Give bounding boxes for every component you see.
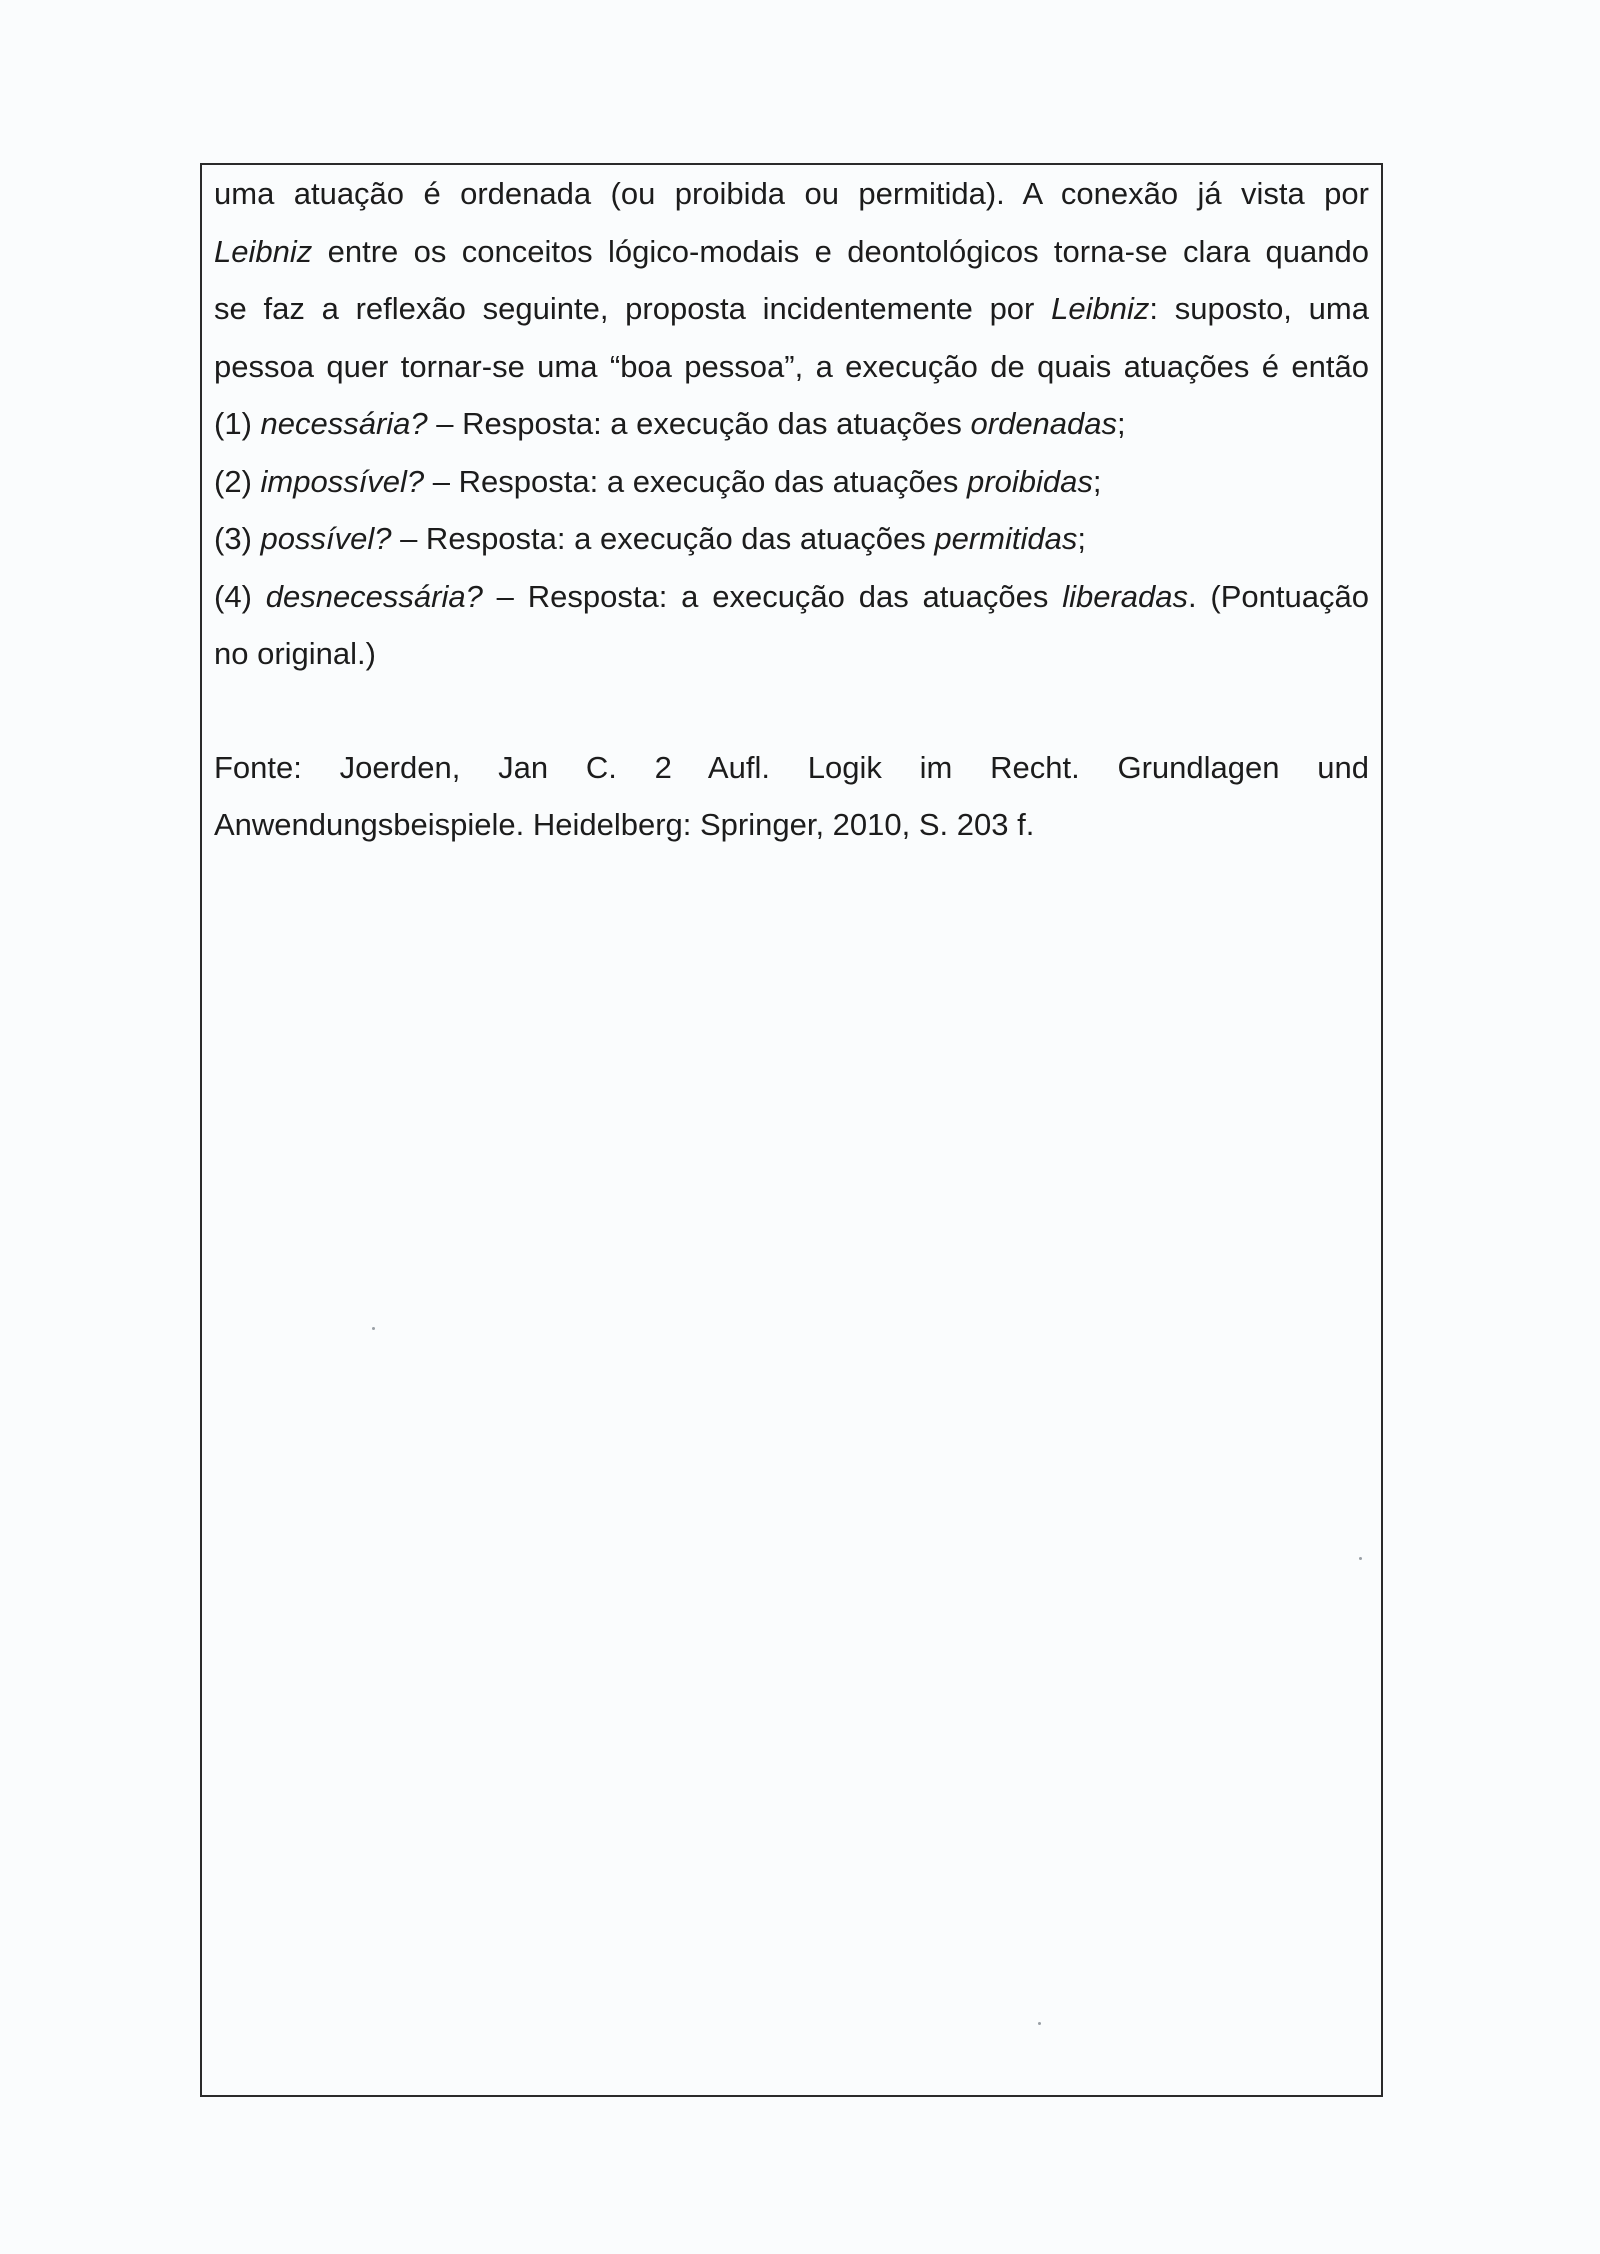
item-answer: proibidas (967, 463, 1093, 499)
source-citation (214, 739, 1369, 854)
item-answer-text: – Resposta: a execução das atuações (391, 521, 935, 556)
leibniz-name: Leibniz (214, 233, 313, 269)
leibniz-name: Leibniz (1051, 291, 1150, 326)
item-end: ; (1077, 521, 1086, 556)
item-question: impossível? (260, 463, 425, 499)
list-item-1 (214, 395, 1369, 453)
list-item-2 (214, 453, 1369, 511)
item-answer-text: – Resposta: a execução das atuações (424, 463, 968, 499)
paragraph-line-3-start: se faz a reflexão seguinte, proposta incidentemente por (214, 291, 1052, 326)
source-line-2: Anwendungsbeispiele. Heidelberg: Springer, 2010, S. 203 f. (214, 807, 1035, 842)
list-item-3 (214, 510, 1369, 568)
item-answer-text: – Resposta: a execução das atuações (482, 578, 1063, 614)
item-answer-text: – Resposta: a execução das atuações (427, 406, 971, 441)
item-question: desnecessária? (265, 578, 483, 614)
item-number: (3) (214, 521, 261, 556)
paragraph-line-1: uma atuação é ordenada (ou proibida ou permitida). A conexão já vista por (214, 176, 1369, 211)
item-number: (1) (214, 406, 261, 441)
item-question: necessária? (260, 406, 428, 441)
text-frame (200, 163, 1383, 2097)
text-block (214, 165, 1369, 854)
source-line-1: Fonte: Joerden, Jan C. 2 Aufl. Logik im Recht. Grundlagen und (214, 749, 1369, 785)
item-answer: ordenadas (970, 406, 1118, 441)
item-answer: permitidas (934, 521, 1078, 556)
paragraph-line-3-end: : suposto, uma (1149, 291, 1369, 326)
item-answer: liberadas (1062, 578, 1188, 614)
list-item-4-continuation: no original.) (214, 636, 376, 671)
paragraph-gap (214, 683, 1369, 739)
item-end: ; (1092, 463, 1102, 499)
item-number: (2) (214, 463, 261, 499)
paragraph-line-4: pessoa quer tornar-se uma “boa pessoa”, a execução de quais atuações é então (214, 348, 1369, 384)
main-paragraph (214, 165, 1369, 683)
scan-speck (1359, 1557, 1362, 1560)
scan-speck (1038, 2022, 1041, 2025)
paragraph-line-2 (214, 223, 1369, 281)
item-end: ; (1117, 406, 1126, 441)
paragraph-line-2-text: entre os conceitos lógico-modais e deontológicos torna-se clara quando (312, 233, 1369, 269)
item-number: (4) (214, 578, 266, 614)
paragraph-line-3 (214, 280, 1369, 338)
item-question: possível? (260, 521, 392, 556)
item-end: . (Pontuação (1188, 578, 1369, 614)
scan-speck (372, 1327, 375, 1330)
list-item-4 (214, 568, 1369, 626)
